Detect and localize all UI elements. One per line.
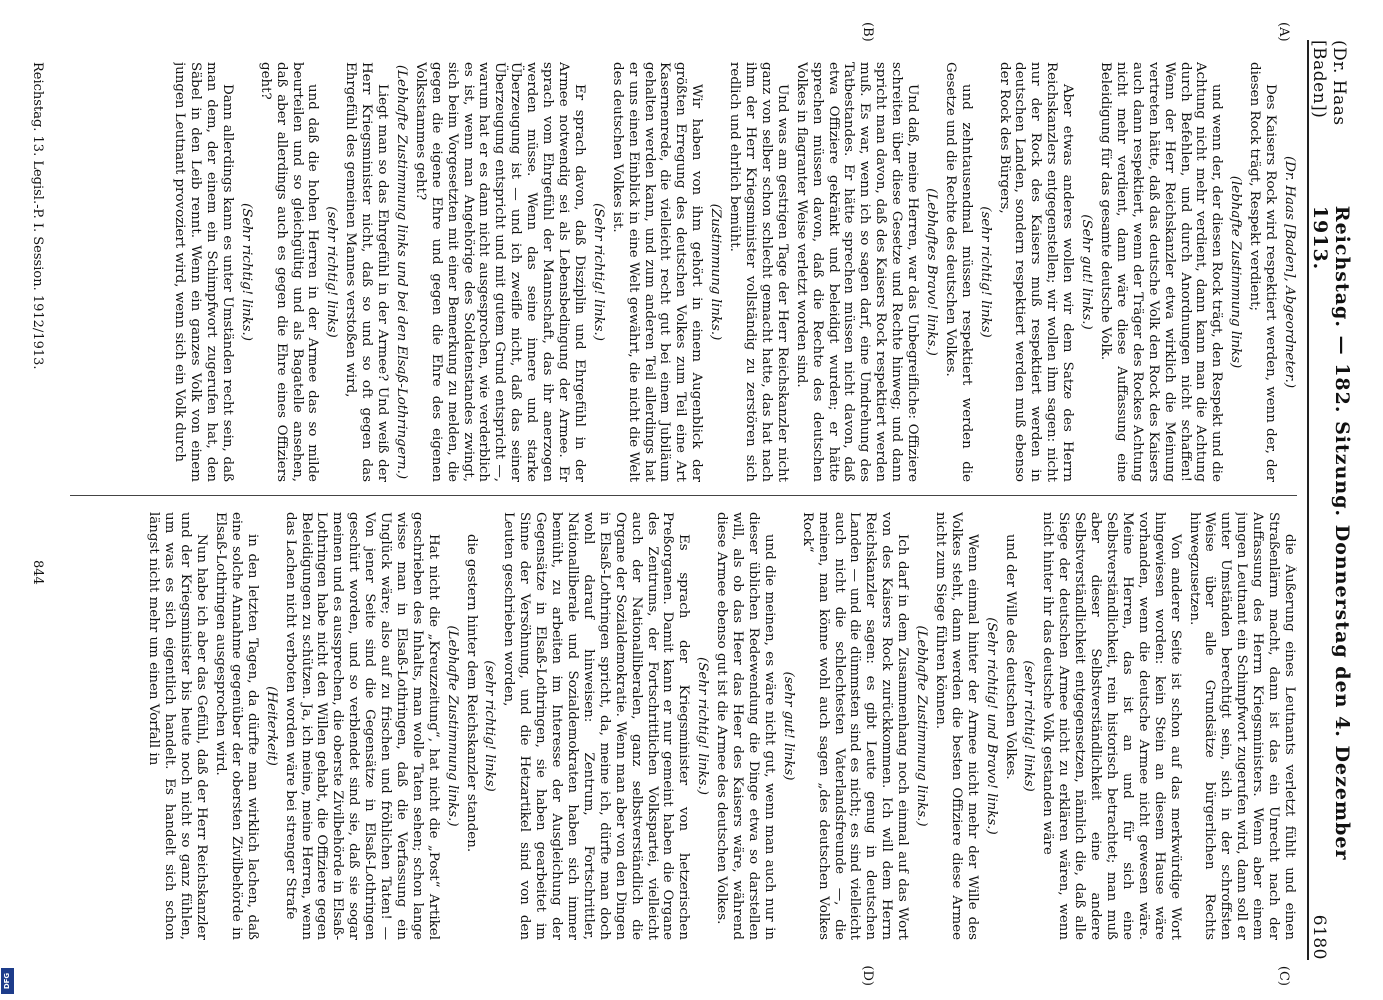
paragraph: Nun habe ich aber das Gefühl, daß der Herr Reichskanzler und der Kriegsminister bis heute noch nicht so ganz fühlen, um was es sich eigentlich handelt. Es handelt sich schon längst nicht mehr um einen Vorfall in [146, 512, 210, 940]
paragraph: Hat nicht die „Kreuzzeitung“, hat nicht die „Post“ Artikel geschrieben des Inhalts, man wolle Taten sehen; schon lange wisse man in Elsaß-Lothringen, daß die Verfassung ein Unglück wäre; also auf zu frischen und fröhlichen Taten! — Von jener Seite sind die Gegensätze in Elsaß-Lothringen geschürt worden, und so verblendet sind sie, daß sie sogar meinen und es aussprechen, die oberste Zivilbehörde in Elsaß-Lothringen habe nicht den Willen gehabt, die Offiziere gegen Beleidigungen zu schützen. Ja, ich meine, meine Herren, wenn das Lachen nicht verboten worden wäre bei strenger Strafe [282, 512, 441, 940]
paragraph: und der Wille des deutschen Volkes. [1002, 534, 1018, 780]
paragraph: in den letzten Tagen, da dürfte man wirklich lachen, daß eine solche Annahme gegenüber der obersten Zivilbehörde in Elsaß-Lothringen ausgesprochen wird. [213, 512, 260, 940]
paragraph: und daß die hohen Herren in der Armee das so milde beurteilen und so gleichgültig und als Bagatelle ansehen, daß aber allerdings auch es gegen die Ehre eines Offiziers geht? [257, 62, 321, 482]
page-number: 844 [30, 560, 45, 585]
paragraph: und zehntausendmal müssen respektiert werden die Gesetze und die Rechte des deutschen Volkes. [942, 62, 974, 482]
digitization-notice-text [0, 616, 1, 992]
paragraph: Und was am gestrigen Tage der Herr Reichskanzler nicht ganz von selber schon schlecht gemacht hatte, das hat nach ihm der Herr Kriegsminister vollständig zu zerstören sich redlich und ehrlich bemüht. [727, 62, 790, 482]
paragraph: (sehr richtig! links) [324, 206, 340, 338]
page-footer: Reichstag. 13. Legisl.-P. I. Session. 1912/1913. [30, 62, 45, 370]
paragraph: Wenn einmal hinter der Armee nicht mehr der Wille des Volkes steht, dann werden die besten Offiziere diese Armee nicht zum Siege führen können. [932, 512, 980, 940]
paragraph: Von anderer Seite ist schon auf das merkwürdige Wort hingewiesen worden: kein Stein an diesem Hause wäre vorhanden, wenn die deutsche Armee nicht gewesen wäre. Meine Herren, das ist an und für sich eine Selbstverständlichkeit, rein historisch betrachtet; man muß aber dieser Selbstverständlichkeit eine andere Selbstverständlichkeit entgegensetzen, nämlich die, daß alle Siege der deutschen Armee nicht zu erklären wären, wenn nicht hinter ihr das deutsche Volk gestanden wäre [1040, 512, 1183, 940]
paragraph: Er sprach davon, daß Disziplin und Ehrgefühl in der Armee notwendig sei als Lebensbedingung der Armee. Er sprach vom Ehrgefühl der Mannschaft, das ihr anerzogen werden müsse. Wenn das seine innere und starke Überzeugung ist — und ich zweifle nicht, daß das seiner Überzeugung entspricht und mit gutem Grund entspricht —, warum hat er es dann nicht ausgesprochen, wie verderblich es ist, wenn man Angehörige des Soldatenstandes zwingt, sich beim Vorgesetzten mit einer Bemerkung zu melden, die gegen die eigene Ehre und gegen die Ehre des eigenen Volksstammes geht? [412, 62, 587, 482]
paragraph: (sehr richtig! links) [482, 660, 498, 792]
paragraph: (Lebhafte Zustimmung links.) [444, 625, 460, 827]
text-column-left [60, 62, 1297, 482]
paragraph: (Sehr gut! links.) [1079, 214, 1095, 330]
paragraph: Aber etwas anderes wollen wir dem Satze des Herrn Reichskanzlers entgegenstellen; wir wollen ihm sagen: nicht nur der Rock des Kaisers muß respektiert werden in deutschen Landen, sondern respektiert werden muß ebenso der Rock des Bürgers, [996, 62, 1076, 482]
header-column-number: 6180 [1309, 914, 1329, 960]
column-divider [70, 495, 1297, 496]
paragraph: und wenn der, der diesen Rock trägt, den Respekt und die Achtung nicht mehr verdient, dann kann man die Achtung durch Befehlen, und durch Anordnungen nicht schaffen! Wenn der Herr Reichskanzler etwa wirklich die Meinung vertreten hätte, daß das deutsche Volk den Rock des Kaisers auch dann respektiert, wenn der Träger des Rockes Achtung nicht mehr verdient, dann wäre diese Auffassung eine Beleidigung für das gesamte deutsche Volk. [1098, 62, 1225, 482]
digitization-notice [1, 12, 15, 992]
paragraph: (Sehr richtig! links.) [238, 203, 254, 341]
paragraph: (Lebhaftes Bravo! links.) [923, 188, 939, 356]
paragraph: (Heiterkeit) [263, 686, 279, 766]
header-title: Reichstag. — 182. Sitzung. Donnerstag den 4. Dezember 1913. [1309, 205, 1353, 861]
paragraph: (lebhafte Zustimmung links) [1228, 175, 1244, 369]
paragraph: Es sprach der Kriegsminister von hetzerischen Preßorganen. Damit kann er nur gemeint haben die Organe des Zentrums, der Fortschrittlichen Volkspartei, vielleicht auch der Nationalliberalen, ganz selbstverständlich die Organe der Sozialdemokratie. Wenn man aber von den Dingen in Elsaß-Lothringen spricht, da, meine ich, dürfte man doch wohl darauf hinweisen: Zentrum, Fortschrittler, Nationalliberale und Sozialdemokraten haben sich immer bemüht, zu arbeiten im Interesse der Ausgleichung der Gegensätze in Elsaß-Lothringen, sie haben gearbeitet im Sinne der Versöhnung, und die Hetzartikel sind von den Leuten geschrieben worden, [501, 512, 692, 940]
margin-mark-a: (A) [1276, 22, 1291, 42]
paragraph: (Lebhafte Zustimmung links und bei den Elsaß-Lothringern.) [393, 64, 409, 480]
paragraph: (sehr gut! links) [780, 671, 796, 781]
paragraph: Liegt man so das Ehrgefühl in der Armee? Und weiß der Herr Kriegsminister nicht, daß so und so oft gegen das Ehrgefühl des gemeinen Mannes verstoßen wird, [343, 62, 391, 482]
header-speaker: (Dr. Haas [Baden]) [1309, 40, 1349, 126]
margin-mark-c: (C) [1276, 965, 1291, 986]
paragraph: (sehr richtig! links) [1021, 660, 1037, 792]
running-header [1307, 40, 1353, 960]
paragraph: (Sehr richtig! links.) [590, 203, 606, 341]
margin-mark-b: (B) [860, 22, 875, 42]
paragraph: die gestern hinter dem Reichskanzler standen. [463, 534, 479, 853]
speaker-note: (Dr. Haas [Baden], Abgeordneter.) [1282, 155, 1297, 389]
paragraph: Ich darf in dem Zusammenhang noch einmal auf das Wort von des Kaisers Rock zurückkommen. Ich will dem Herrn Reichskanzler sagen: es gibt Leute genug in deutschen Landen — und die dümmsten sind es nicht; es sind vielleicht auch nicht die schlechtesten Vaterlandsfreunde —, die meinen, man könne wohl auch sagen „des deutschen Volkes Rock“ [799, 512, 911, 940]
paragraph: Und daß, meine Herren, war das Unbegreifliche: Offiziere schreiten über diese Gesetze und Rechte hinweg; und dann spricht man davon, daß des Kaisers Rock respektiert werden muß. Es war, wenn ich so sagen darf, eine Umdrehung des Tatbestandes. Er hätte sprechen müssen nicht davon, daß etwa Offiziere gekränkt und beleidigt wurden; er hätte sprechen müssen davon, daß die Rechte des deutschen Volkes in flagranter Weise verletzt worden sind. [793, 62, 921, 482]
paragraph: (Sehr richtig! und Bravo! links.) [983, 617, 999, 835]
paragraph: (Sehr richtig! links.) [695, 657, 711, 795]
paragraph: Des Kaisers Rock wird respektiert werden, wenn der, der diesen Rock trägt, Respekt verdient; [1247, 62, 1279, 482]
dfg-logo-text: DFG [3, 972, 12, 990]
paragraph: (Zustimmung links.) [708, 203, 724, 341]
text-column-right [60, 512, 1297, 940]
margin-mark-d: (D) [860, 965, 875, 986]
dfg-logo [1, 968, 14, 994]
paragraph: Wir haben von ihm gehört in einem Augenblick der größten Erregung des deutschen Volkes zum Teil eine Art Kasernenrede, die vielleicht recht gut bei einem Jubiläum gehalten werden kann, und zum anderen Teil allerdings hat er uns einen Einblick in eine Welt gewährt, die nicht die Welt des deutschen Volkes ist. [609, 62, 705, 482]
paragraph: und die meinen, es wäre nicht gut, wenn man auch nur in dieser üblichen Redewendung die Dinge etwa so darstellen will, als ob das Heer das Heer des Kaisers wäre, während diese Armee ebenso gut ist die Armee des deutschen Volkes. [714, 512, 777, 940]
paragraph: Dann allerdings kann es unter Umständen recht sein, daß man dem, der einem ein Schimpfwort zugerufen hat, den Säbel in den Leib rennt. Wenn ein ganzes Volk von einem jungen Leutnant provoziert wird, wenn sich ein Volk durch [172, 62, 235, 482]
paragraph: die Äußerung eines Leutnants verletzt fühlt und einen Straßenlärm macht, dann ist das ein Unrecht nach der Auffassung des Herrn Kriegsministers. Wenn aber einem jungen Leutnant ein Schimpfwort zugerufen wird, dann soll er unter Umständen berechtigt sein, sich in der schroffsten Weise über alle Grundsätze bürgerlichen Rechts hinwegzusetzen. [1186, 512, 1297, 940]
paragraph: (sehr richtig! links) [977, 206, 993, 338]
paragraph: (Lebhafte Zustimmung links.) [914, 625, 930, 827]
